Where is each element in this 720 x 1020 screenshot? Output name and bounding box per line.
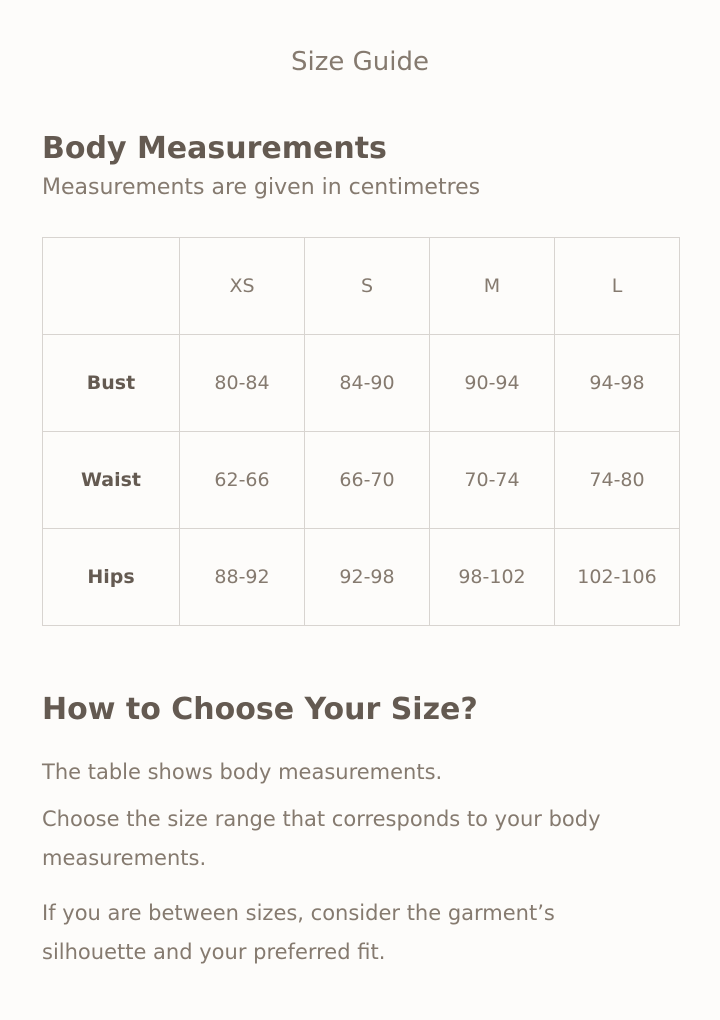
table-cell: 70-74 <box>430 432 555 529</box>
guide-paragraph: Choose the size range that corresponds to your body measurements. <box>42 807 601 870</box>
measurements-subtitle: Measurements are given in centimetres <box>42 175 481 200</box>
table-cell: 90-94 <box>430 335 555 432</box>
table-corner-cell <box>43 238 180 335</box>
row-label-bust: Bust <box>43 335 180 432</box>
table-cell: 88-92 <box>180 529 305 626</box>
table-cell: 92-98 <box>305 529 430 626</box>
section-title-how-to-choose: How to Choose Your Size? <box>42 692 478 727</box>
table-cell: 84-90 <box>305 335 430 432</box>
column-header-m: M <box>430 238 555 335</box>
section-title-body-measurements: Body Measurements <box>42 131 387 166</box>
table-cell: 94-98 <box>555 335 680 432</box>
table-row-hips <box>43 529 680 626</box>
page-title: Size Guide <box>291 47 429 77</box>
column-header-s: S <box>305 238 430 335</box>
row-label-waist: Waist <box>43 432 180 529</box>
table-cell: 80-84 <box>180 335 305 432</box>
guide-paragraph: The table shows body measurements. <box>42 760 443 784</box>
column-header-xs: XS <box>180 238 305 335</box>
table-cell: 62-66 <box>180 432 305 529</box>
guide-paragraph: If you are between sizes, consider the garment’s silhouette and your preferred fit. <box>42 901 555 964</box>
table-cell: 74-80 <box>555 432 680 529</box>
table-cell: 102-106 <box>555 529 680 626</box>
table-header-row <box>43 238 680 335</box>
table-row-bust <box>43 335 680 432</box>
table-row-waist <box>43 432 680 529</box>
size-table <box>42 237 680 626</box>
table-cell: 98-102 <box>430 529 555 626</box>
table-cell: 66-70 <box>305 432 430 529</box>
row-label-hips: Hips <box>43 529 180 626</box>
column-header-l: L <box>555 238 680 335</box>
